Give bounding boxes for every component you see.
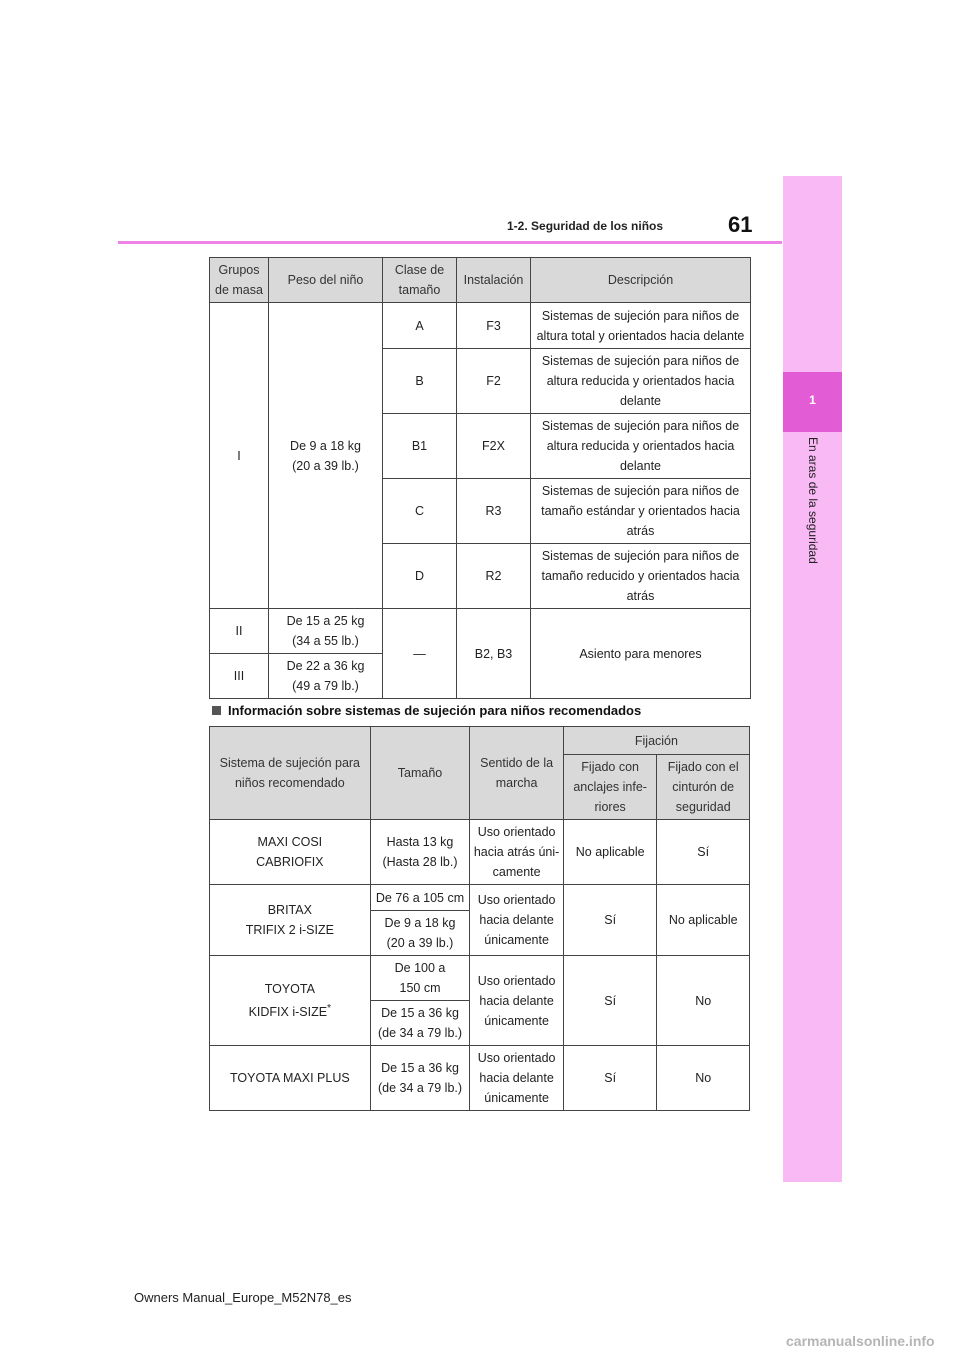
direction-cell: Uso orientado hacia atrás úni-camente: [470, 820, 564, 885]
col-header-group: Grupos de masa: [210, 258, 269, 303]
table-row: [210, 303, 751, 349]
desc-cell: Sistemas de sujeción para niños de tamaño reducido y orientados hacia atrás: [531, 544, 751, 609]
size-cell: De 100 a 150 cm: [370, 956, 470, 1001]
section-heading: [212, 703, 641, 718]
anchors-cell: No aplicable: [563, 820, 657, 885]
chapter-number: 1: [809, 393, 816, 407]
col-header-desc: Descripción: [531, 258, 751, 303]
desc-cell: Asiento para menores: [531, 609, 751, 699]
class-cell: —: [383, 609, 457, 699]
square-bullet-icon: [212, 706, 221, 715]
col-header-direction: Sentido de la marcha: [470, 727, 564, 820]
install-cell: F2: [457, 349, 531, 414]
desc-cell: Sistemas de sujeción para niños de altura total y orientados hacia delante: [531, 303, 751, 349]
class-cell: B1: [383, 414, 457, 479]
class-cell: B: [383, 349, 457, 414]
anchors-cell: Sí: [563, 885, 657, 956]
direction-cell: Uso orientado hacia delante únicamente: [470, 1046, 564, 1111]
col-header-belt: Fijado con el cinturón de seguridad: [657, 755, 750, 820]
col-header-system: Sistema de sujeción para niños recomendado: [210, 727, 371, 820]
table-row: [210, 820, 750, 885]
class-cell: C: [383, 479, 457, 544]
footnote-mark: *: [327, 1002, 332, 1014]
system-name-line1: TOYOTA: [264, 981, 315, 996]
recommended-systems-table: [209, 726, 750, 1111]
install-cell: F2X: [457, 414, 531, 479]
size-class-table: [209, 257, 751, 699]
table-row: [210, 1046, 750, 1111]
chapter-side-tab: [783, 176, 842, 1182]
group-cell: III: [210, 654, 269, 699]
desc-cell: Sistemas de sujeción para niños de tamaño estándar y orientados hacia atrás: [531, 479, 751, 544]
class-cell: A: [383, 303, 457, 349]
desc-cell: Sistemas de sujeción para niños de altura reducida y orientados hacia delante: [531, 349, 751, 414]
size-cell: De 15 a 36 kg (de 34 a 79 lb.): [370, 1001, 470, 1046]
col-header-fixation: Fijación: [563, 727, 749, 755]
header-divider: [118, 241, 782, 244]
direction-cell: Uso orientado hacia delante únicamente: [470, 885, 564, 956]
belt-cell: No: [657, 1046, 750, 1111]
size-cell: De 15 a 36 kg (de 34 a 79 lb.): [370, 1046, 470, 1111]
size-cell: Hasta 13 kg (Hasta 28 lb.): [370, 820, 470, 885]
system-name-line2: KIDFIX i-SIZE: [248, 1005, 328, 1020]
weight-cell: De 22 a 36 kg (49 a 79 lb.): [269, 654, 383, 699]
desc-cell: Sistemas de sujeción para niños de altura reducida y orientados hacia delante: [531, 414, 751, 479]
class-cell: D: [383, 544, 457, 609]
system-cell: BRITAX TRIFIX 2 i-SIZE: [210, 885, 371, 956]
system-cell: TOYOTA MAXI PLUS: [210, 1046, 371, 1111]
col-header-class: Clase de tamaño: [383, 258, 457, 303]
footer-text: Owners Manual_Europe_M52N78_es: [134, 1290, 352, 1305]
col-header-weight: Peso del niño: [269, 258, 383, 303]
chapter-title: En aras de la seguridad: [806, 437, 820, 564]
group-cell: II: [210, 609, 269, 654]
section-heading-text: Información sobre sistemas de sujeción para niños recomendados: [228, 703, 642, 718]
size-cell: De 9 a 18 kg (20 a 39 lb.): [370, 911, 470, 956]
install-cell: R2: [457, 544, 531, 609]
system-cell: MAXI COSI CABRIOFIX: [210, 820, 371, 885]
install-cell: F3: [457, 303, 531, 349]
weight-cell: De 9 a 18 kg (20 a 39 lb.): [269, 303, 383, 609]
anchors-cell: Sí: [563, 956, 657, 1046]
direction-cell: Uso orientado hacia delante únicamente: [470, 956, 564, 1046]
belt-cell: No: [657, 956, 750, 1046]
belt-cell: No aplicable: [657, 885, 750, 956]
col-header-size: Tamaño: [370, 727, 470, 820]
anchors-cell: Sí: [563, 1046, 657, 1111]
col-header-anchors: Fijado con anclajes infe-riores: [563, 755, 657, 820]
system-cell: [210, 956, 371, 1046]
col-header-install: Instalación: [457, 258, 531, 303]
page-number: 61: [728, 212, 753, 237]
table-row: [210, 609, 751, 654]
install-cell: R3: [457, 479, 531, 544]
belt-cell: Sí: [657, 820, 750, 885]
group-cell: I: [210, 303, 269, 609]
table-row: [210, 956, 750, 1001]
table-row: [210, 885, 750, 911]
section-title: 1-2. Seguridad de los niños: [507, 219, 664, 233]
install-cell: B2, B3: [457, 609, 531, 699]
weight-cell: De 15 a 25 kg (34 a 55 lb.): [269, 609, 383, 654]
size-cell: De 76 a 105 cm: [370, 885, 470, 911]
watermark: carmanualsonline.info: [786, 1333, 935, 1349]
